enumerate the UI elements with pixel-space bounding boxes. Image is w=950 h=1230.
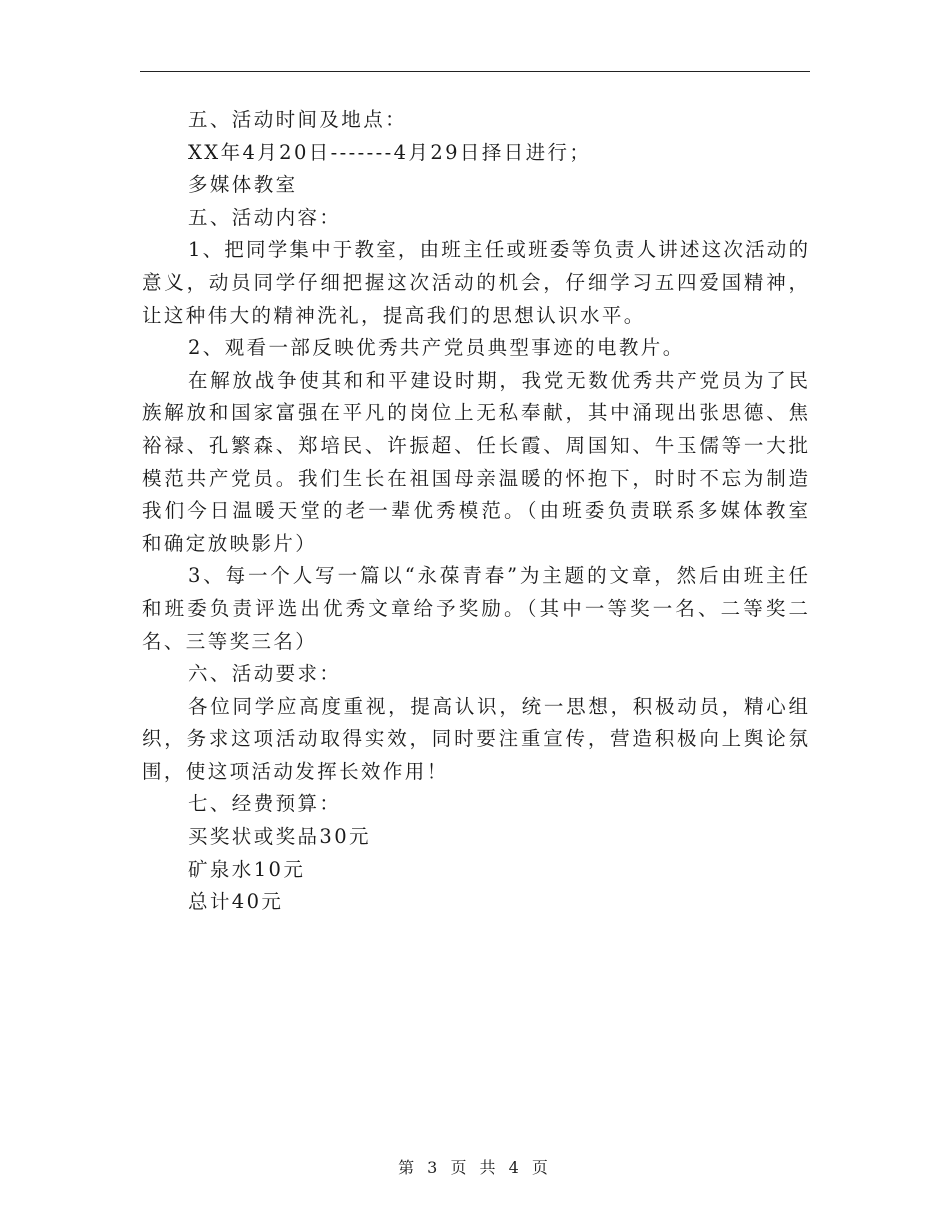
text-line: 买奖状或奖品30元	[188, 825, 371, 849]
text-line: 裕禄、孔繁森、郑培民、许振超、任长霞、周国知、牛玉儒等一大批	[142, 433, 808, 457]
text-line: 3、每一个人写一篇以“永葆青春”为主题的文章，然后由班主任	[188, 564, 808, 588]
text-line: 名、三等奖三名）	[142, 629, 318, 653]
text-line: 总计40元	[188, 890, 284, 914]
text-line: 多媒体教室	[188, 173, 298, 197]
text-line: 织，务求这项活动取得实效，同时要注重宣传，营造积极向上舆论氛	[142, 727, 808, 751]
text-line: 五、活动内容：	[188, 205, 342, 229]
text-line: 2、观看一部反映优秀共产党员典型事迹的电教片。	[188, 336, 685, 360]
text-line: 六、活动要求：	[188, 662, 342, 686]
text-line: 意义，动员同学仔细把握这次活动的机会，仔细学习五四爱国精神，	[142, 270, 808, 294]
text-line: 1、把同学集中于教室，由班主任或班委等负责人讲述这次活动的	[188, 238, 808, 262]
page-footer: 第 3 页 共 4 页	[398, 1158, 552, 1177]
document-body	[142, 104, 808, 919]
text-line: XX年4月20日-------4月29日择日进行；	[188, 140, 592, 164]
text-line: 矿泉水10元	[188, 857, 306, 881]
text-line: 族解放和国家富强在平凡的岗位上无私奉献，其中涌现出张思德、焦	[142, 401, 808, 425]
text-line: 围，使这项活动发挥长效作用！	[142, 759, 449, 783]
text-line: 在解放战争使其和和平建设时期，我党无数优秀共产党员为了民	[188, 368, 808, 392]
text-line: 和确定放映影片）	[142, 531, 318, 555]
text-line: 模范共产党员。我们生长在祖国母亲温暖的怀抱下，时时不忘为制造	[142, 466, 808, 490]
header-rule	[140, 71, 810, 72]
text-line: 五、活动时间及地点：	[188, 108, 408, 131]
text-line: 七、经费预算：	[188, 792, 342, 816]
text-line: 我们今日温暖天堂的老一辈优秀模范。（由班委负责联系多媒体教室	[142, 499, 808, 523]
text-line: 让这种伟大的精神洗礼，提高我们的思想认识水平。	[142, 303, 646, 327]
text-line: 和班委负责评选出优秀文章给予奖励。（其中一等奖一名、二等奖二	[142, 596, 808, 620]
text-line: 各位同学应高度重视，提高认识，统一思想，积极动员，精心组	[188, 694, 808, 718]
